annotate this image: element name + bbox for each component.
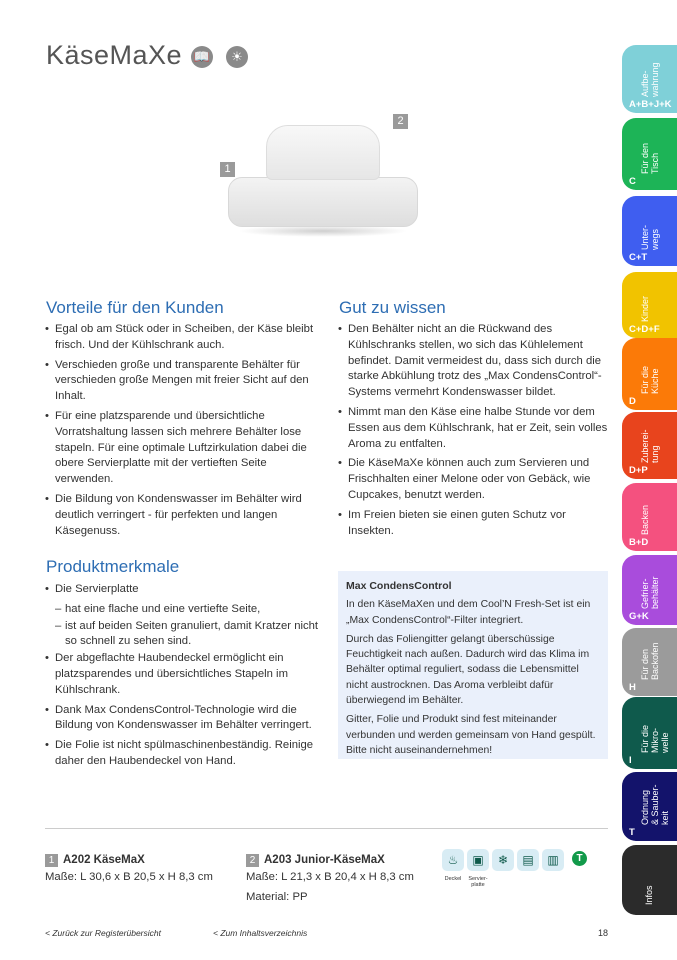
tab-C+T[interactable]: Unter- wegs C+T — [622, 196, 677, 266]
product-dims: Maße: L 30,6 x B 20,5 x H 8,3 cm — [45, 871, 213, 883]
gut-list — [338, 322, 610, 543]
tab-code: C+D+F — [629, 324, 660, 335]
tab-code: B+D — [629, 537, 649, 548]
list-item: • Für eine platzsparende und übersichtliche Vorratshaltung lassen sich mehrere Behälter lose stapeln. Für eine optimale Luftzirkulation dabei die obere Servierplatte mit der vertieften Seite verwenden. — [45, 409, 320, 488]
care-label: Servier-platte — [468, 876, 488, 888]
vorteile-heading: Vorteile für den Kunden — [46, 298, 224, 317]
tab-C[interactable]: Für den Tisch C — [622, 118, 677, 190]
product-number: 2 — [246, 854, 259, 867]
sub-list-item: – ist auf beiden Seiten granuliert, damit Kratzer nicht so schnell zu sehen sind. — [45, 619, 320, 651]
book-icon[interactable]: 📖 — [191, 46, 213, 68]
tab-C+D+F[interactable]: Kinder C+D+F — [622, 272, 677, 338]
tab-A+B+J+K[interactable]: Aufbe- wahrung A+B+J+K — [622, 45, 677, 113]
info-paragraph: Durch das Foliengitter gelangt überschüssige Feuchtigkeit nach außen. Dadurch wird das Klima im Behälter optimal reguliert, sodass die Lebensmittel nicht austrocknen. Das Aroma verbleibt dafür überwiegend im Behälter. — [346, 633, 590, 707]
tab-code: D — [629, 396, 636, 407]
product-name: A203 Junior-KäseMaX — [264, 854, 385, 866]
tab-G+K[interactable]: Gefrier- behälter G+K — [622, 555, 677, 625]
product-name: A202 KäseMaX — [63, 854, 145, 866]
image-label-2: 2 — [393, 114, 408, 129]
fridge-icon: ▤ — [517, 849, 539, 871]
list-item: • Im Freien bieten sie einen guten Schutz vor Insekten. — [338, 508, 610, 540]
product-number: 1 — [45, 854, 58, 867]
brand-badge-icon: T — [572, 851, 587, 866]
product-image — [228, 125, 418, 240]
tab-D+P[interactable]: Zuberei- tung D+P — [622, 412, 677, 479]
tab-B+D[interactable]: Backen B+D — [622, 483, 677, 551]
merkmale-list — [45, 582, 320, 774]
tab-D[interactable]: Für die Küche D — [622, 338, 677, 410]
product-1 — [45, 852, 213, 886]
sub-list-item: – hat eine flache und eine vertiefte Seite, — [45, 602, 320, 618]
product-2 — [246, 852, 414, 906]
list-item: • Die Bildung von Kondenswasser im Behälter wird deutlich verringert - für perfekten und langen Käsegenuss. — [45, 492, 320, 539]
info-paragraph: Gitter, Folie und Produkt sind fest miteinander verbunden und werden gemeinsam von Hand gespült. Bitte nicht auseinandernehmen! — [346, 714, 596, 756]
list-item: • Nimmt man den Käse eine halbe Stunde vor dem Essen aus dem Kühlschrank, hat er Zeit, sein volles Aroma zu entfalten. — [338, 405, 610, 452]
list-item: • Die Servierplatte — [45, 582, 320, 598]
list-item: • Verschieden große und transparente Behälter für verschieden große Mengen mit freier Sicht auf den Inhalt. — [45, 358, 320, 405]
list-item: • Der abgeflachte Haubendeckel ermöglicht ein platzsparendes und übersichtliches Stapeln im Kühlschrank. — [45, 651, 320, 698]
tab-code: C+T — [629, 252, 648, 263]
page-title: KäseMaXe — [46, 40, 183, 70]
list-item: • Die KäseMaXe können auch zum Servieren und Frischhalten einer Melone oder von Gebäck, wie Cupcakes, benutzt werden. — [338, 456, 610, 503]
tab-code: I — [629, 755, 632, 766]
dishwasher-servierplatte-icon: ▣ — [467, 849, 489, 871]
freezer-icon: ❄ — [492, 849, 514, 871]
tab-H[interactable]: Für den Backofen H — [622, 628, 677, 696]
merkmale-heading: Produktmerkmale — [46, 557, 180, 576]
list-item: • Den Behälter nicht an die Rückwand des Kühlschranks stellen, wo sich das Kühlelement befindet. Damit vermeidest du, dass sich durch die starke Abkühlung trotz des „Max CondensControl“-Systems vermehrt Kondenswasser bildet. — [338, 322, 610, 401]
lightbulb-icon[interactable]: ☀ — [226, 46, 248, 68]
gut-heading: Gut zu wissen — [339, 298, 446, 317]
info-box-title: Max CondensControl — [346, 580, 452, 592]
tab-I[interactable]: Für die Mikro- welle I — [622, 697, 677, 769]
tab-code: C — [629, 176, 636, 187]
list-item: • Die Folie ist nicht spülmaschinenbeständig. Reinige daher den Haubendeckel von Hand. — [45, 738, 320, 770]
divider — [45, 828, 608, 829]
product-dims: Maße: L 21,3 x B 20,4 x H 8,3 cm — [246, 871, 414, 883]
tab-code: G+K — [629, 611, 649, 622]
page-number: 18 — [598, 928, 609, 938]
image-label-1: 1 — [220, 162, 235, 177]
dishwasher-icon: ♨ — [442, 849, 464, 871]
list-item: • Egal ob am Stück oder in Scheiben, der Käse bleibt frisch. Und der Kühlschrank auch. — [45, 322, 320, 354]
vorteile-list — [45, 322, 320, 543]
tab-code: A+B+J+K — [629, 99, 672, 110]
tab-code: D+P — [629, 465, 648, 476]
product-material: Material: PP — [246, 891, 308, 903]
tab-infos[interactable]: Infos — [622, 845, 677, 915]
info-paragraph: In den KäseMaXen und dem Cool’N Fresh-Set ist ein „Max CondensControl“-Filter integriert. — [346, 599, 591, 626]
tab-code: H — [629, 682, 636, 693]
tab-code: T — [629, 827, 635, 838]
fridge-shelf-icon: ▥ — [542, 849, 564, 871]
info-box — [338, 571, 608, 759]
care-label: Deckel — [444, 876, 462, 882]
toc-link[interactable]: < Zum Inhaltsverzeichnis — [213, 928, 308, 938]
tab-T[interactable]: Ordnung & Sauber- keit T — [622, 772, 677, 841]
list-item: • Dank Max CondensControl-Technologie wird die Bildung von Kondenswasser im Behälter verringert. — [45, 703, 320, 735]
back-link[interactable]: < Zurück zur Registerübersicht — [45, 928, 161, 938]
